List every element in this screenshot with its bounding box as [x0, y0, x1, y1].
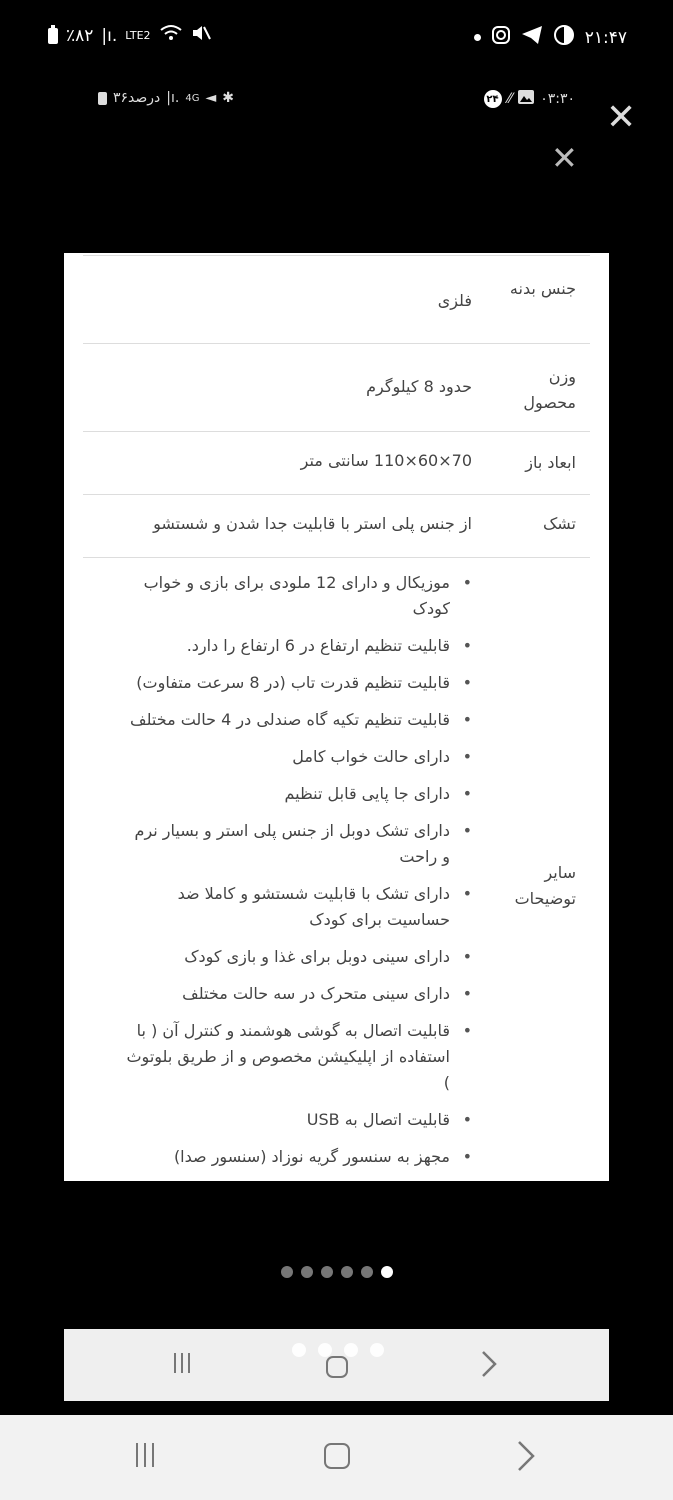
battery-level: ٪۸۲ — [66, 25, 94, 46]
spec-row-weight — [83, 343, 590, 432]
list-item: • دارای جا پایی قابل تنظیم — [122, 781, 472, 807]
status-time-inner: ۰۳:۳۰ — [540, 91, 575, 107]
back-icon[interactable] — [516, 1439, 536, 1480]
spec-label: ابعاد باز — [525, 453, 576, 472]
status-bar-inner — [0, 80, 673, 120]
spec-value: از جنس پلی استر با قابلیت جدا شدن و شستشو — [153, 514, 472, 533]
pager-dot[interactable] — [341, 1266, 353, 1278]
mute-icon: ◄ — [205, 90, 217, 106]
home-icon[interactable] — [324, 1443, 350, 1476]
status-time: ۲۱:۴۷ — [584, 27, 627, 48]
pager-dot[interactable] — [281, 1266, 293, 1278]
list-item: • دارای تشک با قابلیت شستشو و کاملا ضد حساسیت برای کودک — [122, 881, 472, 933]
spec-row-dimensions — [83, 431, 590, 495]
spec-label: تشک — [542, 514, 576, 533]
battery-icon — [48, 28, 58, 44]
status-left — [48, 24, 211, 47]
close-icon[interactable]: ✕ — [606, 97, 637, 138]
spec-label: جنس بدنه — [509, 279, 576, 298]
signal-strength-icon: ⁄⁄ — [507, 91, 513, 107]
vpn-icon — [553, 24, 575, 51]
list-item: • موزیکال و دارای 12 ملودی برای بازی و خواب کودک — [122, 570, 472, 622]
notification-badge: ۲۴ — [484, 90, 502, 108]
status-bar-outer — [0, 0, 673, 70]
image-icon — [518, 90, 534, 108]
spec-row-body-material — [83, 255, 590, 344]
list-item: • دارای حالت خواب کامل — [122, 744, 472, 770]
list-item: • قابلیت اتصال به گوشی هوشمند و کنترل آن ( با استفاده از اپلیکیشن مخصوص و از طریق بلوتوث ) — [122, 1018, 472, 1096]
home-icon[interactable] — [326, 1355, 348, 1385]
list-item: • قابلیت تنظیم ارتفاع در 6 ارتفاع را دارد. — [122, 633, 472, 659]
spec-value: 70×60×110 سانتی متر — [300, 451, 472, 470]
list-item: • دارای سینی متحرک در سه حالت مختلف — [122, 981, 472, 1007]
pager-dot[interactable] — [321, 1266, 333, 1278]
list-item: • دارای تشک دوبل از جنس پلی استر و بسیار نرم و راحت — [122, 818, 472, 870]
spec-label: وزن محصول — [523, 367, 576, 412]
status-inner-left — [98, 90, 234, 106]
signal-icon: |ı. — [166, 90, 180, 106]
instagram-icon — [491, 25, 511, 50]
telegram-icon — [521, 25, 543, 50]
status-inner-right — [484, 90, 575, 108]
signal-icon: |ı. — [101, 25, 118, 46]
close-icon[interactable]: ✕ — [551, 139, 578, 177]
system-navigation-bar — [0, 1415, 673, 1500]
features-list — [122, 570, 472, 1181]
pager-dot[interactable] — [381, 1266, 393, 1278]
network-label-inner: 4G — [185, 92, 200, 104]
network-label: LTE2 — [125, 29, 151, 42]
back-icon[interactable] — [480, 1349, 498, 1386]
list-item: • قابلیت تنظیم قدرت تاب (در 8 سرعت متفاوت) — [122, 670, 472, 696]
spec-row-mattress — [83, 494, 590, 558]
pager-dot[interactable] — [301, 1266, 313, 1278]
inner-navigation-bar — [64, 1329, 609, 1401]
image-pager — [0, 1266, 673, 1278]
spec-label: سایر توضیحات — [514, 863, 576, 908]
spec-value: فلزی — [437, 291, 472, 310]
pager-dot[interactable] — [361, 1266, 373, 1278]
notification-dot-icon — [474, 34, 481, 41]
list-item: • قابلیت اتصال به USB — [122, 1107, 472, 1133]
wifi-icon — [159, 24, 183, 47]
battery-level-inner: ۳۶درصد — [113, 90, 161, 106]
battery-icon — [98, 92, 107, 105]
list-item: • مجهز به سنسور گریه نوزاد (سنسور صدا) — [122, 1144, 472, 1170]
list-item: • قابلیت تنظیم تکیه گاه صندلی در 4 حالت مختلف — [122, 707, 472, 733]
recent-apps-icon[interactable] — [174, 1353, 190, 1373]
status-right — [474, 24, 627, 51]
recent-apps-icon[interactable] — [136, 1443, 154, 1467]
spec-table-card — [64, 253, 609, 1181]
spec-value: حدود 8 کیلوگرم — [366, 377, 472, 396]
bluetooth-icon: ✱ — [222, 90, 234, 106]
mute-icon — [191, 24, 211, 47]
list-item: • دارای سینی دوبل برای غذا و بازی کودک — [122, 944, 472, 970]
